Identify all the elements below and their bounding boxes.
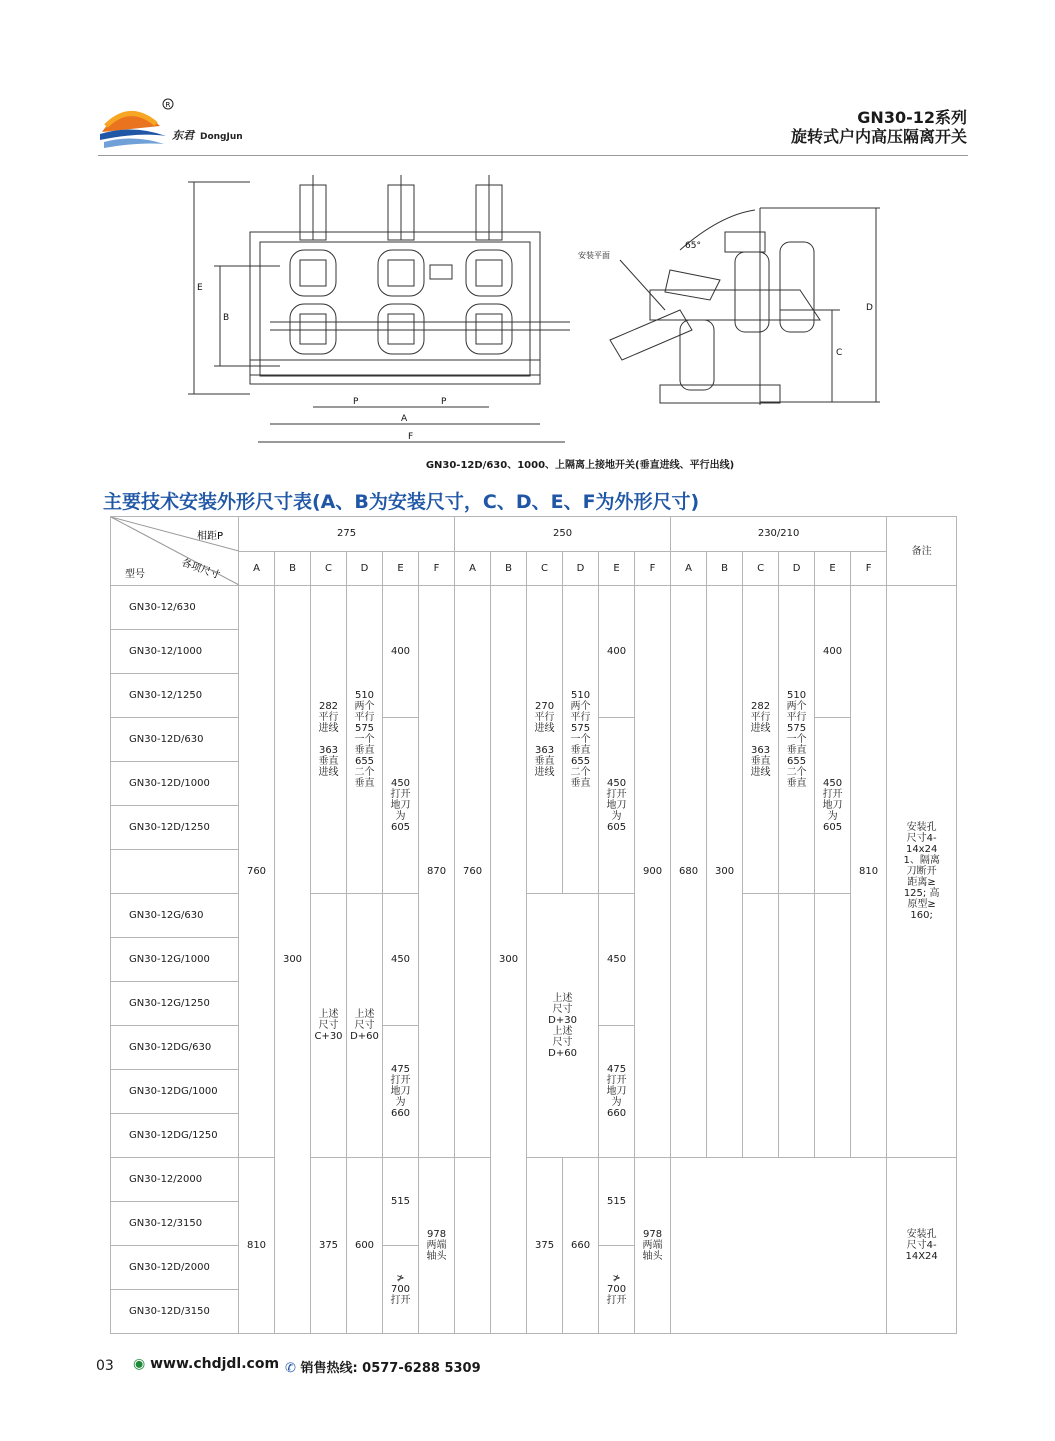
website-text: www.chdjdl.com bbox=[150, 1356, 280, 1372]
phase-275-header: 275 bbox=[239, 517, 455, 552]
val-c-275-hc: 375 bbox=[311, 1158, 347, 1334]
val-e-275-hcd: ≯ 700 打开 bbox=[383, 1246, 419, 1334]
val-c-230: 282 平行 进线 363 垂直 进线 bbox=[743, 586, 779, 894]
dim-f-label: F bbox=[408, 432, 414, 442]
val-b-275: 300 bbox=[275, 586, 311, 1334]
val-e-250-dg: 475 打开 地刀 为 660 bbox=[599, 1026, 635, 1158]
val-c-230-g bbox=[743, 894, 779, 1158]
val-e-275-hc: 515 bbox=[383, 1158, 419, 1246]
val-a-275: 760 bbox=[239, 586, 275, 1158]
val-f-275: 870 bbox=[419, 586, 455, 1158]
val-230-hc-empty bbox=[671, 1158, 887, 1334]
header-rule bbox=[98, 155, 968, 156]
table-corner-header bbox=[111, 517, 239, 586]
phase-250-header: 250 bbox=[455, 517, 671, 552]
val-d-230: 510 两个 平行 575 一个 垂直 655 二个 垂直 bbox=[779, 586, 815, 894]
hotline bbox=[285, 1357, 481, 1376]
val-e-275-g: 450 bbox=[383, 894, 419, 1026]
col-b: B bbox=[275, 551, 311, 586]
header-title bbox=[791, 108, 967, 146]
model-cell: GN30-12/1250 bbox=[111, 674, 239, 718]
val-d-275-hc: 600 bbox=[347, 1158, 383, 1334]
dim-p1-label: P bbox=[353, 397, 359, 407]
val-f-230: 810 bbox=[851, 586, 887, 1158]
val-e-230-g bbox=[815, 894, 851, 1158]
val-c-275-g: 上述 尺寸 C+30 bbox=[311, 894, 347, 1158]
col-f: F bbox=[851, 551, 887, 586]
val-e-275-d: 450 打开 地刀 为 605 bbox=[383, 718, 419, 894]
logo-brand-en: DongJun bbox=[200, 132, 243, 142]
technical-drawing bbox=[180, 170, 890, 470]
val-d-230-g bbox=[779, 894, 815, 1158]
corner-model-label: 型号 bbox=[125, 569, 145, 580]
col-a: A bbox=[455, 551, 491, 586]
col-b: B bbox=[491, 551, 527, 586]
dimension-table bbox=[110, 516, 957, 1334]
val-d-250: 510 两个 平行 575 一个 垂直 655 二个 垂直 bbox=[563, 586, 599, 894]
val-a-250-hc bbox=[455, 1158, 491, 1334]
model-cell: GN30-12DG/1000 bbox=[111, 1070, 239, 1114]
phone-icon: ✆ bbox=[285, 1361, 296, 1376]
val-d-275-g: 上述 尺寸 D+60 bbox=[347, 894, 383, 1158]
hotline-text: 销售热线: 0577-6288 5309 bbox=[300, 1361, 481, 1376]
col-d: D bbox=[563, 551, 599, 586]
val-b-230: 300 bbox=[707, 586, 743, 1158]
angle-label: 65° bbox=[685, 241, 701, 251]
val-c-250: 270 平行 进线 363 垂直 进线 bbox=[527, 586, 563, 894]
col-c: C bbox=[311, 551, 347, 586]
val-f-250: 900 bbox=[635, 586, 671, 1158]
val-b-250: 300 bbox=[491, 586, 527, 1334]
col-a: A bbox=[239, 551, 275, 586]
model-cell: GN30-12/2000 bbox=[111, 1158, 239, 1202]
dim-a-label: A bbox=[401, 414, 408, 424]
col-e: E bbox=[599, 551, 635, 586]
col-e: E bbox=[383, 551, 419, 586]
col-b: B bbox=[707, 551, 743, 586]
val-e-250-hcd: ≯ 700 打开 bbox=[599, 1246, 635, 1334]
model-cell: GN30-12G/1250 bbox=[111, 982, 239, 1026]
dongjun-logo bbox=[98, 96, 273, 152]
model-cell bbox=[111, 850, 239, 894]
val-a-275-hc: 810 bbox=[239, 1158, 275, 1334]
model-cell: GN30-12D/630 bbox=[111, 718, 239, 762]
corner-phase-label: 相距P bbox=[197, 531, 224, 542]
val-e-230-d: 450 打开 地刀 为 605 bbox=[815, 718, 851, 894]
logo-brand-cn: 东君 bbox=[172, 129, 194, 142]
drawing-caption: GN30-12D/630、1000、上隔离上接地开关(垂直进线、平行出线) bbox=[425, 460, 735, 471]
val-e-275: 400 bbox=[383, 586, 419, 718]
val-f-275-hc: 978 两端 轴头 bbox=[419, 1158, 455, 1334]
remark-1: 安装孔 尺寸4- 14x24 1、隔离 刀断开 距离≥ 125; 高 原型≥ 160; bbox=[887, 586, 957, 1158]
model-cell: GN30-12/630 bbox=[111, 586, 239, 630]
dim-p2-label: P bbox=[441, 397, 447, 407]
col-f: F bbox=[419, 551, 455, 586]
col-c: C bbox=[527, 551, 563, 586]
model-cell: GN30-12D/1250 bbox=[111, 806, 239, 850]
val-a-230: 680 bbox=[671, 586, 707, 1158]
col-d: D bbox=[779, 551, 815, 586]
val-d-275: 510 两个 平行 575 一个 垂直 655 二个 垂直 bbox=[347, 586, 383, 894]
model-cell: GN30-12D/3150 bbox=[111, 1290, 239, 1334]
val-e-230: 400 bbox=[815, 586, 851, 718]
remark-2: 安装孔 尺寸4- 14X24 bbox=[887, 1158, 957, 1334]
val-e-250-g: 450 bbox=[599, 894, 635, 1026]
dim-b-label: B bbox=[223, 313, 230, 323]
series-title: GN30-12系列 bbox=[857, 108, 967, 127]
model-cell: GN30-12DG/630 bbox=[111, 1026, 239, 1070]
col-f: F bbox=[635, 551, 671, 586]
dim-e-label: E bbox=[197, 283, 203, 293]
globe-icon: ◉ bbox=[133, 1356, 146, 1372]
dim-c-label: C bbox=[836, 348, 843, 358]
remark-header: 备注 bbox=[887, 517, 957, 586]
model-cell: GN30-12G/1000 bbox=[111, 938, 239, 982]
val-c-275: 282 平行 进线 363 垂直 进线 bbox=[311, 586, 347, 894]
phase-230-header: 230/210 bbox=[671, 517, 887, 552]
svg-text:R: R bbox=[165, 101, 171, 109]
val-c-250-hc: 375 bbox=[527, 1158, 563, 1334]
val-f-250-hc: 978 两端 轴头 bbox=[635, 1158, 671, 1334]
val-cd-250-g: 上述 尺寸 D+30 上述 尺寸 D+60 bbox=[527, 894, 599, 1158]
col-a: A bbox=[671, 551, 707, 586]
model-cell: GN30-12G/630 bbox=[111, 894, 239, 938]
dim-d-label: D bbox=[866, 303, 873, 313]
model-cell: GN30-12D/1000 bbox=[111, 762, 239, 806]
section-title: 主要技术安装外形尺寸表(A、B为安装尺寸，C、D、E、F为外形尺寸) bbox=[103, 491, 700, 513]
website-link[interactable] bbox=[133, 1356, 279, 1372]
val-e-250-d: 450 打开 地刀 为 605 bbox=[599, 718, 635, 894]
corner-dims-label: 各项尺寸 bbox=[179, 557, 222, 582]
val-e-275-dg: 475 打开 地刀 为 660 bbox=[383, 1026, 419, 1158]
mounting-plane-label: 安装平面 bbox=[578, 251, 610, 260]
page-number: 03 bbox=[96, 1358, 114, 1374]
product-title: 旋转式户内高压隔离开关 bbox=[790, 127, 967, 146]
col-e: E bbox=[815, 551, 851, 586]
model-cell: GN30-12D/2000 bbox=[111, 1246, 239, 1290]
col-d: D bbox=[347, 551, 383, 586]
val-e-250: 400 bbox=[599, 586, 635, 718]
model-cell: GN30-12/3150 bbox=[111, 1202, 239, 1246]
model-cell: GN30-12/1000 bbox=[111, 630, 239, 674]
col-c: C bbox=[743, 551, 779, 586]
val-e-250-hc: 515 bbox=[599, 1158, 635, 1246]
val-a-250: 760 bbox=[455, 586, 491, 1158]
val-d-250-hc: 660 bbox=[563, 1158, 599, 1334]
model-cell: GN30-12DG/1250 bbox=[111, 1114, 239, 1158]
